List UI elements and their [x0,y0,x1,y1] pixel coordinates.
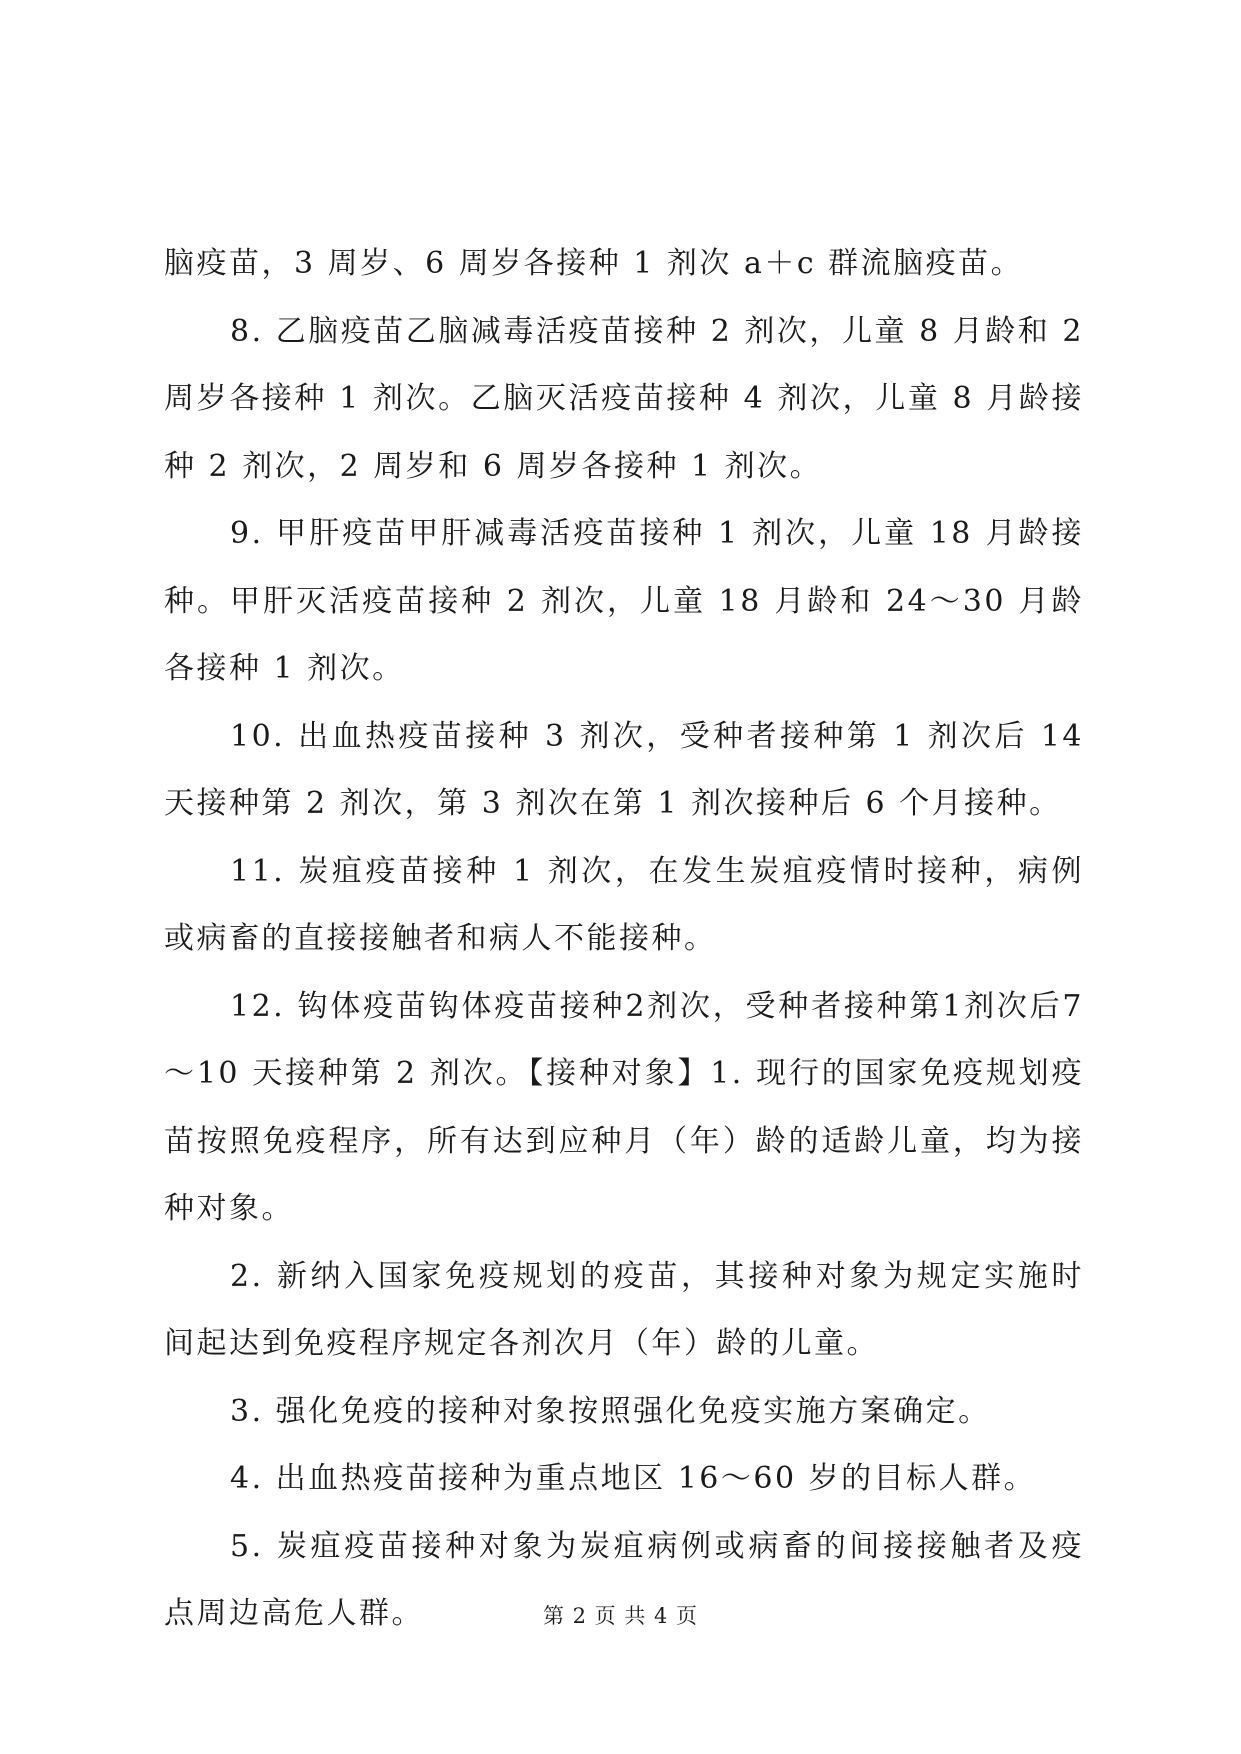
paragraph-item-8: 8. 乙脑疫苗乙脑减毒活疫苗接种 2 剂次，儿童 8 月龄和 2 周岁各接种 1 剂次。乙脑灭活疫苗接种 4 剂次，儿童 8 月龄接种 2 剂次，2 周岁和 6 周岁各接种 1 剂次。 [164,313,1084,484]
paragraph-continuation: 脑疫苗，3 周岁、6 周岁各接种 1 剂次 a＋c 群流脑疫苗。 [164,246,1024,281]
paragraph-item-12: 12. 钩体疫苗钩体疫苗接种2剂次，受种者接种第1剂次后7～10 天接种第 2 剂次。【接种对象】1. 现行的国家免疫规划疫苗按照免疫程序，所有达到应种月（年）龄的适龄儿童，均为接种对象。 [164,988,1084,1226]
paragraph-target-2: 2. 新纳入国家免疫规划的疫苗，其接种对象为规定实施时间起达到免疫程序规定各剂次月（年）龄的儿童。 [164,1258,1084,1361]
paragraph-target-5: 5. 炭疽疫苗接种对象为炭疽病例或病畜的间接接触者及疫点周边高危人群。 [164,1528,1084,1631]
paragraph-item-11: 11. 炭疽疫苗接种 1 剂次，在发生炭疽疫情时接种，病例或病畜的直接接触者和病人不能接种。 [164,853,1084,956]
paragraph-target-4: 4. 出血热疫苗接种为重点地区 16～60 岁的目标人群。 [230,1461,1037,1496]
paragraph-target-3: 3. 强化免疫的接种对象按照强化免疫实施方案确定。 [230,1393,991,1429]
document-body [164,230,1084,1648]
paragraph-item-9: 9. 甲肝疫苗甲肝减毒活疫苗接种 1 剂次，儿童 18 月龄接种。甲肝灭活疫苗接种 2 剂次，儿童 18 月龄和 24～30 月龄各接种 1 剂次。 [164,516,1084,686]
page-footer: 第 2 页 共 4 页 [542,1604,699,1628]
paragraph-item-10: 10. 出血热疫苗接种 3 剂次，受种者接种第 1 剂次后 14 天接种第 2 剂次，第 3 剂次在第 1 剂次接种后 6 个月接种。 [164,718,1084,821]
